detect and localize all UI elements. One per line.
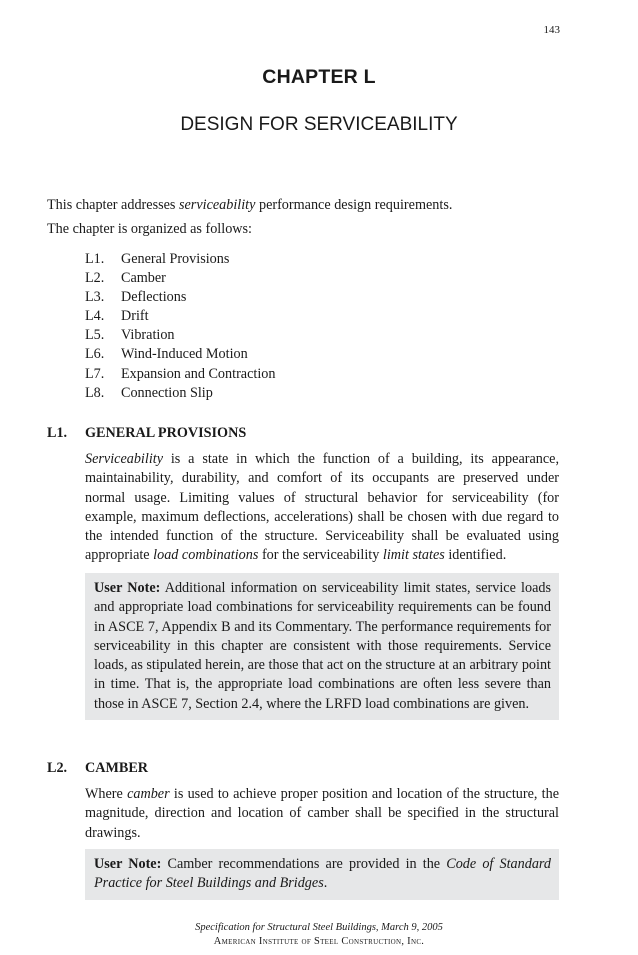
user-note-text: Additional information on serviceability limit states, service loads and appropriate load combinations for serviceability requirements can be found in ASCE 7, Appendix B and its Commentary. The performance requirements for serviceability in this chapter are consistent with those requirements. Service loads, as stipulated herein, are those that act on the structure at an arbitrary point in time. That is, the appropriate load combinations are often less severe than those in ASCE 7, Section 2.4, where the LRFD load combinations are given. [94,580,551,712]
section-number: L1. [47,425,68,441]
section-l1-user-note [85,573,559,720]
user-note-label: User Note: [94,580,161,596]
intro-line-2: The chapter is organized as follows: [47,221,252,237]
intro-line-1 [47,196,452,215]
toc-item [85,288,275,307]
toc-item [85,365,275,384]
intro-term: serviceability [178,197,256,213]
toc-item [85,307,275,326]
toc-item-title: Drift [121,308,149,325]
toc-item [85,269,275,288]
user-note-text-end: . [323,875,328,892]
paragraph-text: Where [85,786,128,802]
toc-item-number: L4. [85,308,105,325]
section-l2-user-note [85,849,559,900]
toc-item-number: L5. [85,327,105,344]
chapter-contents-list [85,250,275,403]
toc-item-number: L1. [85,251,105,267]
toc-item-title: Expansion and Contraction [121,365,276,382]
paragraph-text: for the serviceability [258,547,383,564]
defined-term: camber [127,786,170,802]
referenced-document: Code of Standard Practice for Steel Buildings and Bridges [94,856,552,892]
intro-text: This chapter addresses [47,197,179,213]
toc-item-title: Wind-Induced Motion [121,346,248,363]
chapter-title: DESIGN FOR SERVICEABILITY [180,114,458,135]
defined-term: Serviceability [85,451,163,467]
section-title: GENERAL PROVISIONS [85,425,247,441]
toc-item-title: Deflections [121,289,187,306]
toc-item [85,384,275,403]
toc-item-title: Connection Slip [121,384,213,401]
toc-item-number: L3. [85,289,105,306]
defined-term: load combinations [153,547,259,564]
defined-term: limit states [382,547,445,564]
toc-item-number: L8. [85,384,105,401]
toc-item [85,326,275,345]
toc-item-title: Camber [121,270,166,287]
toc-item-number: L2. [85,270,105,287]
paragraph-text: identified. [444,547,507,564]
page-number: 143 [543,24,560,36]
toc-item [85,250,275,269]
intro-text-end: performance design requirements. [255,197,453,213]
toc-item-title: Vibration [121,327,175,344]
paragraph-text: is used to achieve proper position and location of the structure, the magnitude, direction and location of camber shall be specified in the structural drawings. [85,786,560,841]
toc-item-title: General Provisions [121,251,230,267]
user-note-label: User Note: [94,856,162,872]
toc-item [85,345,275,364]
footer-publisher-line: American Institute of Steel Construction, Inc. [213,936,425,947]
section-l1-paragraph [85,450,559,566]
section-number: L2. [47,760,68,776]
chapter-label: CHAPTER L [262,66,376,88]
toc-item-number: L6. [85,346,105,363]
footer-specification-line: Specification for Structural Steel Buildings, March 9, 2005 [195,922,443,933]
user-note-text: Camber recommendations are provided in the [161,856,447,872]
paragraph-text: is a state in which the function of a building, its appearance, maintainability, durability, and comfort of its occupants are preserved under normal usage. Limiting values of structural behavior for serviceability (for example, maximum deflections, accelerations) shall be chosen with due regard to the intended function of the structure. Serviceability shall be evaluated using appropriate [85,451,559,564]
section-l2-paragraph [85,785,559,843]
toc-item-number: L7. [85,365,105,382]
section-title: CAMBER [85,760,149,776]
